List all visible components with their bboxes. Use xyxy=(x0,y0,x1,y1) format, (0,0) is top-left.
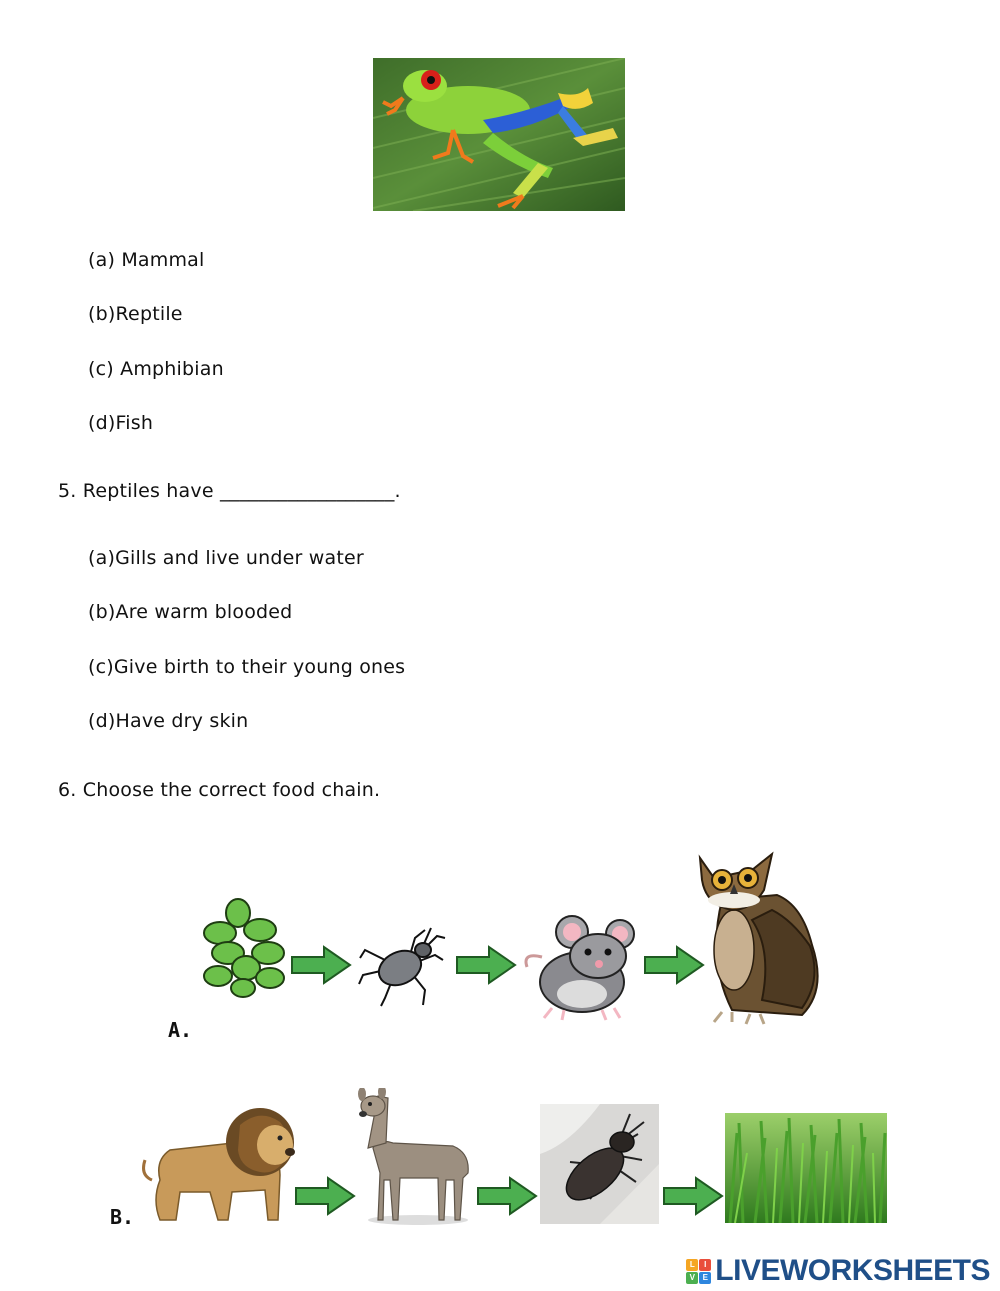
chain-a-label: A. xyxy=(168,1018,193,1042)
deer-image xyxy=(358,1088,476,1230)
q6-prompt: 6. Choose the correct food chain. xyxy=(58,779,381,801)
arrow-right-icon xyxy=(662,1176,724,1216)
beetle-photo xyxy=(540,1104,659,1228)
arrow-right-icon xyxy=(476,1176,538,1216)
mouse-image xyxy=(522,912,642,1026)
chain-b-label: B. xyxy=(110,1205,135,1229)
q5-option-a[interactable]: (a)Gills and live under water xyxy=(88,547,364,569)
frog-photo xyxy=(373,58,625,211)
beetle-image xyxy=(355,920,450,1014)
logo-text: LIVEWORKSHEETS xyxy=(715,1254,990,1287)
plant-image xyxy=(198,898,293,1002)
q5-prompt: 5. Reptiles have __________________. xyxy=(58,480,401,502)
q5-option-b[interactable]: (b)Are warm blooded xyxy=(88,601,293,623)
q5-option-d[interactable]: (d)Have dry skin xyxy=(88,710,249,732)
q5-option-c[interactable]: (c)Give birth to their young ones xyxy=(88,656,406,678)
lion-image xyxy=(140,1100,298,1229)
q4-option-b[interactable]: (b)Reptile xyxy=(88,303,183,325)
q4-option-a[interactable]: (a) Mammal xyxy=(88,249,205,271)
liveworksheets-logo[interactable] xyxy=(686,1254,990,1288)
q4-option-c[interactable]: (c) Amphibian xyxy=(88,358,224,380)
arrow-right-icon xyxy=(455,945,517,985)
logo-badge-icon: L I V E xyxy=(686,1259,711,1284)
owl-image xyxy=(692,850,832,1029)
q4-option-d[interactable]: (d)Fish xyxy=(88,412,154,434)
grass-photo xyxy=(725,1113,887,1227)
arrow-right-icon xyxy=(290,945,352,985)
arrow-right-icon xyxy=(294,1176,356,1216)
